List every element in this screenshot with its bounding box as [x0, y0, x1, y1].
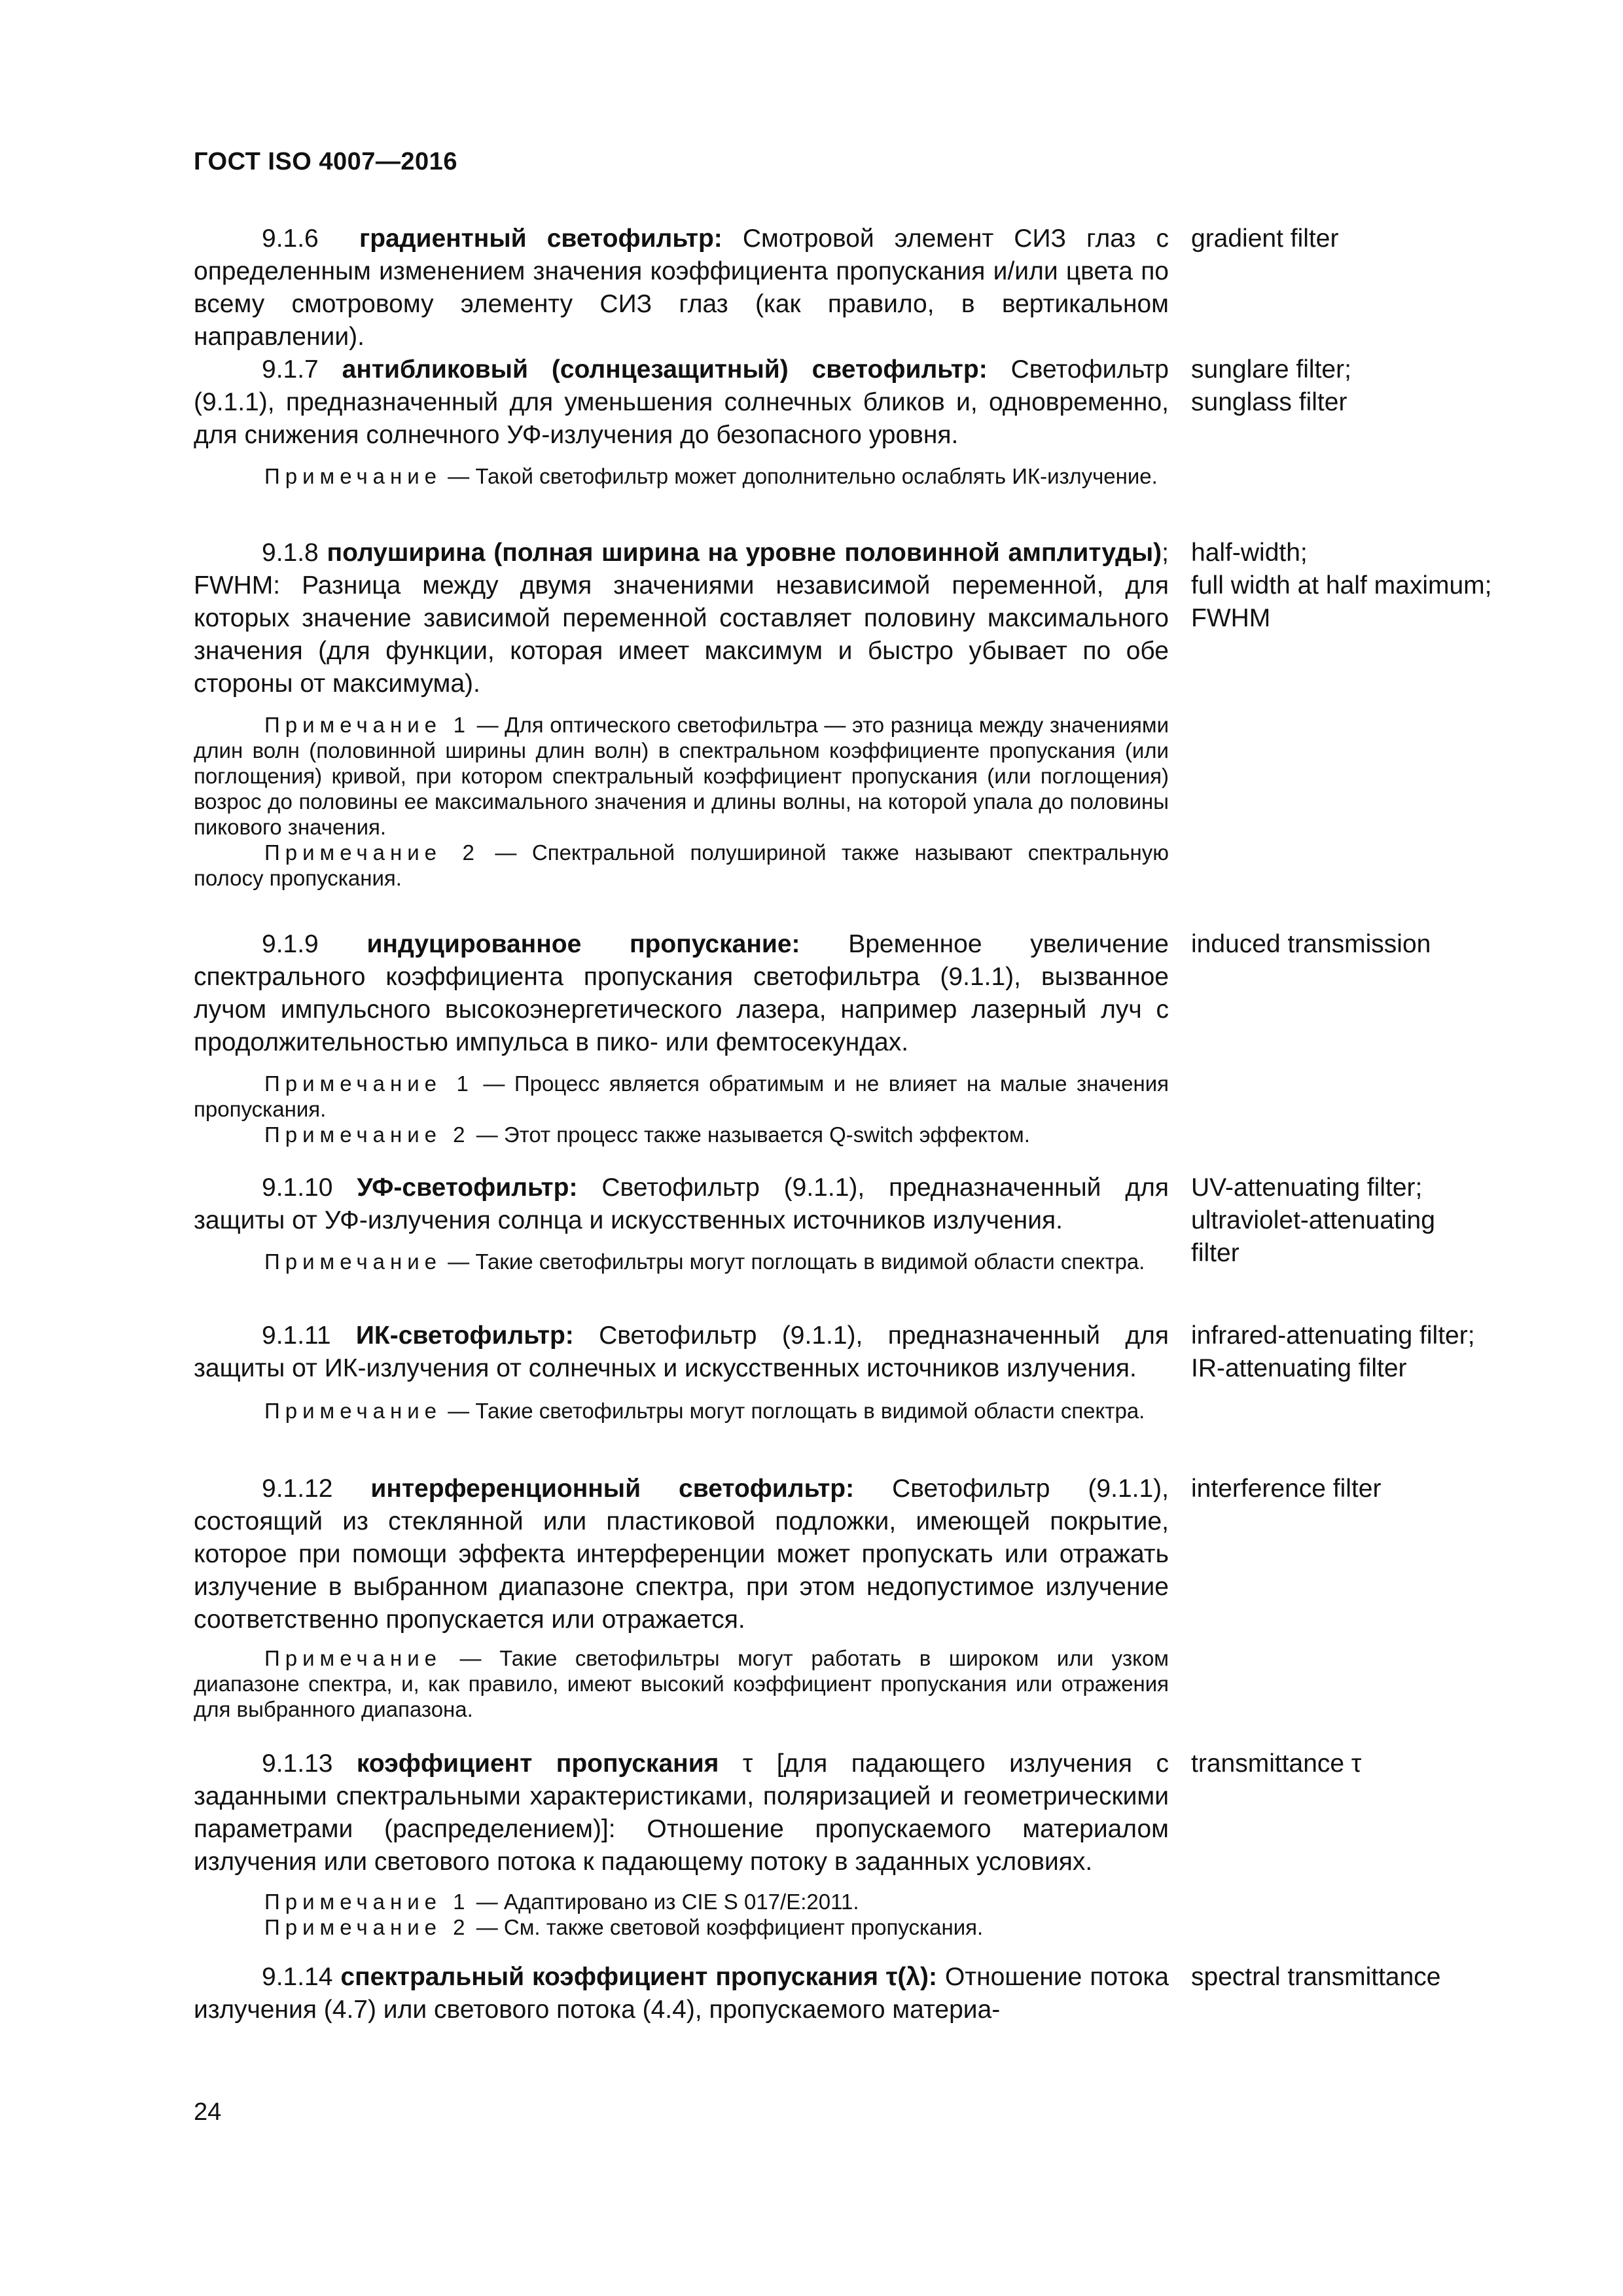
entry-term: УФ-светофильтр: — [357, 1174, 578, 1202]
note — [194, 1071, 1169, 1122]
english-term: sunglass filter — [1191, 388, 1347, 416]
entry-term: спектральный коэффициент пропускания τ(λ): — [340, 1963, 937, 1991]
entry-term: полуширина (полная ширина на уровне половинной амплитуды) — [327, 539, 1162, 567]
entry-term: ИК-светофильтр: — [355, 1321, 574, 1350]
english-term: ultraviolet-attenuating — [1191, 1206, 1435, 1234]
note-text: — Такой светофильтр может дополнительно ослаблять ИК-излучение. — [442, 464, 1158, 488]
entry-9-1-9-en — [1191, 928, 1597, 961]
entry-definition: Временное увеличение спектрального коэффициента пропускания светофильтра (9.1.1), вызванное лучом импульсного высокоэнергетического лазера, например лазерный луч с продолжительностью импульса в пико- или фемтосекундах. — [194, 930, 1169, 1056]
entry-9-1-10-en — [1191, 1172, 1597, 1270]
entry-definition: Светофильтр (9.1.1), состоящий из стеклянной или пластиковой подложки, имеющей покрытие, которое при помощи эффекта интерференции может пропускать или отражать излучение в выбранном диапазоне спектра, при этом недопустимое излучение соответственно пропускается или отражается. — [194, 1475, 1169, 1634]
entry-term: антибликовый (солнцезащитный) светофильтр: — [342, 355, 988, 384]
entry-9-1-10 — [194, 1172, 1169, 1237]
note-label: Примечание 1 — [264, 1071, 474, 1096]
note-text: — Такие светофильтры могут поглощать в видимой области спектра. — [442, 1249, 1145, 1274]
note-text: — См. также световой коэффициент пропускания. — [470, 1915, 984, 1939]
english-term: UV-attenuating filter; — [1191, 1174, 1423, 1202]
entry-9-1-11-en — [1191, 1319, 1597, 1385]
entry-9-1-13 — [194, 1748, 1169, 1878]
entry-definition: Отношение потока излучения (4.7) или светового потока (4.4), пропускаемого материа- — [194, 1963, 1169, 2024]
entry-9-1-14 — [194, 1961, 1169, 2026]
english-term: transmittance τ — [1191, 1749, 1362, 1778]
english-term: induced transmission — [1191, 930, 1431, 958]
entry-9-1-6-en — [1191, 223, 1597, 255]
note-9-1-11 — [194, 1398, 1169, 1424]
note-text: — Такие светофильтры могут работать в широком или узком диапазоне спектра, и, как правило, имеют высокий коэффициент пропускания или отражения для выбранного диапазона. — [194, 1646, 1169, 1721]
entry-9-1-8-en — [1191, 537, 1597, 635]
entry-9-1-7 — [194, 353, 1169, 452]
entry-definition: Светофильтр (9.1.1), предназначенный для уменьшения солнечных бликов и, одновременно, для снижения солнечного УФ-излучения до безопасного уровня. — [194, 355, 1169, 449]
entry-term: градиентный светофильтр: — [359, 224, 722, 253]
document-header: ГОСТ ISO 4007—2016 — [194, 148, 457, 175]
entry-number: 9.1.6 — [262, 224, 319, 253]
entry-term: интерференционный светофильтр: — [370, 1475, 855, 1503]
entry-9-1-7-en — [1191, 353, 1597, 419]
entry-9-1-11 — [194, 1319, 1169, 1385]
note-label: Примечание — [264, 1646, 442, 1670]
english-term: IR-attenuating filter — [1191, 1354, 1407, 1382]
entry-9-1-13-en — [1191, 1748, 1597, 1780]
note-label: Примечание 2 — [264, 1915, 471, 1939]
notes-9-1-9 — [194, 1071, 1169, 1147]
english-term: interference filter — [1191, 1475, 1382, 1503]
entry-definition: Светофильтр (9.1.1), предназначенный для защиты от УФ-излучения солнца и искусственных источников излучения. — [194, 1174, 1169, 1234]
note — [194, 1889, 1169, 1914]
english-term: filter — [1191, 1239, 1240, 1267]
note-label: Примечание 2 — [264, 1122, 471, 1147]
english-term: half-width; — [1191, 539, 1308, 567]
entry-definition: ; FWHM: Разница между двумя значениями независимой переменной, для которых значение зависимой переменной составляет половину максимального значения (для функции, которая имеет максимум и быстро убывает по обе стороны от максимума). — [194, 539, 1169, 698]
entry-definition: τ [для падающего излучения с заданными спектральными характеристиками, поляризацией и геометрическими параметрами (распределением)]: Отношение пропускаемого материалом излучения или светового потока к падающему потоку в заданных условиях. — [194, 1749, 1169, 1876]
note — [194, 1122, 1169, 1147]
note-text: — Процесс является обратимым и не влияет на малые значения пропускания. — [194, 1071, 1169, 1121]
note-label: Примечание 1 — [264, 1890, 471, 1914]
entry-9-1-12 — [194, 1473, 1169, 1636]
entry-term: коэффициент пропускания — [356, 1749, 719, 1778]
entry-number: 9.1.12 — [262, 1475, 333, 1503]
entry-9-1-8 — [194, 537, 1169, 700]
note-9-1-12 — [194, 1645, 1169, 1722]
note-label: Примечание — [264, 464, 442, 488]
note-9-1-7 — [194, 463, 1169, 489]
note-9-1-10 — [194, 1249, 1169, 1274]
notes-9-1-13 — [194, 1889, 1169, 1940]
entry-number: 9.1.7 — [262, 355, 319, 384]
entry-number: 9.1.13 — [262, 1749, 333, 1778]
entry-number: 9.1.11 — [262, 1321, 331, 1350]
english-term: infrared-attenuating filter; — [1191, 1321, 1475, 1350]
note-text: — Такие светофильтры могут поглощать в видимой области спектра. — [442, 1399, 1145, 1423]
entry-number: 9.1.14 — [262, 1963, 333, 1991]
note-label: Примечание — [264, 1249, 442, 1274]
page-number: 24 — [194, 2098, 222, 2126]
entry-9-1-6 — [194, 223, 1169, 353]
note-text: — Этот процесс также называется Q-switch эффектом. — [470, 1122, 1030, 1147]
entry-number: 9.1.8 — [262, 539, 319, 567]
note — [194, 840, 1169, 891]
note-text: — Адаптировано из CIE S 017/E:2011. — [470, 1890, 859, 1914]
english-term: full width at half maximum; — [1191, 571, 1492, 600]
entry-term: индуцированное пропускание: — [366, 930, 800, 958]
note — [194, 712, 1169, 840]
note-label: Примечание — [264, 1399, 442, 1423]
note-text: — Спектральной полушириной также называют спектральную полосу пропускания. — [194, 840, 1169, 890]
note — [194, 1914, 1169, 1940]
entry-9-1-12-en — [1191, 1473, 1597, 1505]
note-text: — Для оптического светофильтра — это разница между значениями длин волн (половинной ширины длин волн) в спектральном коэффициенте пропускания (или поглощения) кривой, при котором спектральный коэффициент пропускания (или поглощения) возрос до половины ее максимального значения и длины волны, на которой упала до половины пикового значения. — [194, 713, 1169, 839]
note-label: Примечание 1 — [264, 713, 471, 737]
entry-9-1-9 — [194, 928, 1169, 1059]
entry-9-1-14-en — [1191, 1961, 1597, 1994]
entry-number: 9.1.10 — [262, 1174, 333, 1202]
english-term: sunglare filter; — [1191, 355, 1351, 384]
entry-definition: Светофильтр (9.1.1), предназначенный для защиты от ИК-излучения от солнечных и искусственных источников излучения. — [194, 1321, 1169, 1382]
english-term: gradient filter — [1191, 224, 1339, 253]
notes-9-1-8 — [194, 712, 1169, 891]
entry-definition: Смотровой элемент СИЗ глаз с определенным изменением значения коэффициента пропускания и/или цвета по всему смотровому элементу СИЗ глаз (как правило, в вертикальном направлении). — [194, 224, 1169, 351]
english-term: FWHM — [1191, 604, 1271, 632]
entry-number: 9.1.9 — [262, 930, 319, 958]
english-term: spectral transmittance — [1191, 1963, 1441, 1991]
note-label: Примечание 2 — [264, 840, 480, 865]
